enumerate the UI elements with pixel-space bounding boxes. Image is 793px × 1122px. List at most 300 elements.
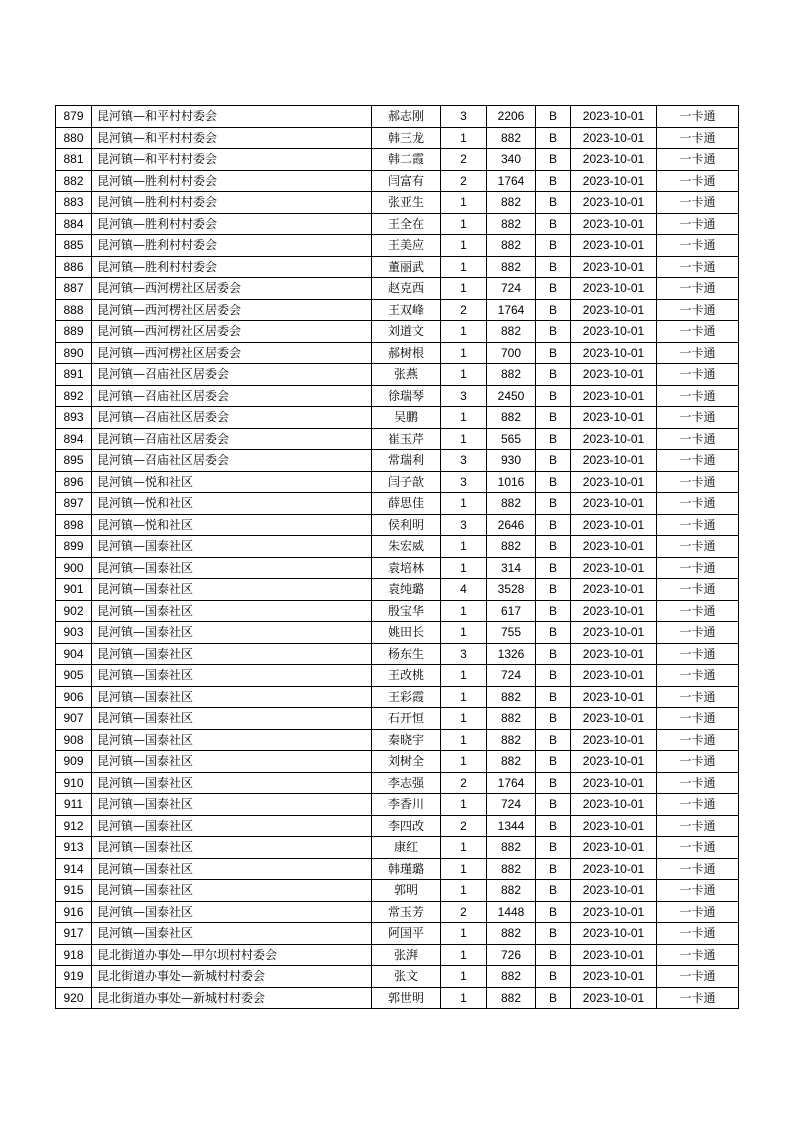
row-index-cell: 902 [56, 600, 92, 622]
amount-cell: 882 [487, 213, 536, 235]
person-name-cell: 张燕 [372, 364, 441, 386]
amount-cell: 882 [487, 321, 536, 343]
table-row [56, 944, 739, 966]
payment-method-cell: 一卡通 [657, 428, 739, 450]
date-cell: 2023-10-01 [571, 557, 657, 579]
date-cell: 2023-10-01 [571, 794, 657, 816]
row-index-cell: 893 [56, 407, 92, 429]
person-name-cell: 李志强 [372, 772, 441, 794]
category-cell: B [536, 944, 571, 966]
date-cell: 2023-10-01 [571, 643, 657, 665]
table-row [56, 428, 739, 450]
amount-cell: 1326 [487, 643, 536, 665]
person-name-cell: 李香川 [372, 794, 441, 816]
household-size-cell: 1 [441, 536, 487, 558]
table-row [56, 450, 739, 472]
table-row [56, 880, 739, 902]
payment-method-cell: 一卡通 [657, 385, 739, 407]
household-size-cell: 1 [441, 407, 487, 429]
amount-cell: 882 [487, 923, 536, 945]
person-name-cell: 杨东生 [372, 643, 441, 665]
row-index-cell: 912 [56, 815, 92, 837]
row-index-cell: 899 [56, 536, 92, 558]
household-size-cell: 3 [441, 643, 487, 665]
payment-method-cell: 一卡通 [657, 944, 739, 966]
amount-cell: 882 [487, 536, 536, 558]
table-row [56, 493, 739, 515]
category-cell: B [536, 794, 571, 816]
category-cell: B [536, 256, 571, 278]
amount-cell: 882 [487, 127, 536, 149]
row-index-cell: 885 [56, 235, 92, 257]
table-row [56, 299, 739, 321]
category-cell: B [536, 966, 571, 988]
person-name-cell: 徐瑞琴 [372, 385, 441, 407]
household-size-cell: 1 [441, 235, 487, 257]
row-index-cell: 892 [56, 385, 92, 407]
amount-cell: 882 [487, 493, 536, 515]
organization-cell: 昆河镇—召庙社区居委会 [92, 385, 372, 407]
amount-cell: 882 [487, 729, 536, 751]
table-row [56, 557, 739, 579]
table-body [56, 106, 739, 1009]
row-index-cell: 918 [56, 944, 92, 966]
category-cell: B [536, 837, 571, 859]
person-name-cell: 常玉芳 [372, 901, 441, 923]
organization-cell: 昆河镇—国泰社区 [92, 901, 372, 923]
amount-cell: 930 [487, 450, 536, 472]
payment-method-cell: 一卡通 [657, 966, 739, 988]
date-cell: 2023-10-01 [571, 342, 657, 364]
payment-method-cell: 一卡通 [657, 729, 739, 751]
person-name-cell: 殷宝华 [372, 600, 441, 622]
household-size-cell: 1 [441, 987, 487, 1009]
amount-cell: 3528 [487, 579, 536, 601]
table-row [56, 966, 739, 988]
table-row [56, 278, 739, 300]
category-cell: B [536, 622, 571, 644]
payment-method-cell: 一卡通 [657, 557, 739, 579]
person-name-cell: 郭世明 [372, 987, 441, 1009]
payment-method-cell: 一卡通 [657, 815, 739, 837]
row-index-cell: 913 [56, 837, 92, 859]
organization-cell: 昆河镇—国泰社区 [92, 686, 372, 708]
payment-method-cell: 一卡通 [657, 579, 739, 601]
date-cell: 2023-10-01 [571, 170, 657, 192]
row-index-cell: 889 [56, 321, 92, 343]
person-name-cell: 闫子歆 [372, 471, 441, 493]
table-row [56, 321, 739, 343]
payment-method-cell: 一卡通 [657, 299, 739, 321]
row-index-cell: 879 [56, 106, 92, 128]
table-row [56, 256, 739, 278]
organization-cell: 昆北街道办事处—新城村村委会 [92, 966, 372, 988]
row-index-cell: 911 [56, 794, 92, 816]
household-size-cell: 2 [441, 815, 487, 837]
person-name-cell: 闫富有 [372, 170, 441, 192]
person-name-cell: 郭明 [372, 880, 441, 902]
organization-cell: 昆河镇—悦和社区 [92, 514, 372, 536]
household-size-cell: 1 [441, 665, 487, 687]
table-row [56, 364, 739, 386]
household-size-cell: 1 [441, 858, 487, 880]
table-row [56, 729, 739, 751]
payment-method-cell: 一卡通 [657, 364, 739, 386]
payment-method-cell: 一卡通 [657, 278, 739, 300]
category-cell: B [536, 493, 571, 515]
person-name-cell: 韩三龙 [372, 127, 441, 149]
payment-method-cell: 一卡通 [657, 665, 739, 687]
row-index-cell: 917 [56, 923, 92, 945]
table-row [56, 106, 739, 128]
person-name-cell: 崔玉芹 [372, 428, 441, 450]
organization-cell: 昆河镇—和平村村委会 [92, 106, 372, 128]
payment-method-cell: 一卡通 [657, 256, 739, 278]
household-size-cell: 1 [441, 600, 487, 622]
household-size-cell: 3 [441, 471, 487, 493]
amount-cell: 724 [487, 794, 536, 816]
household-size-cell: 1 [441, 751, 487, 773]
organization-cell: 昆河镇—国泰社区 [92, 708, 372, 730]
category-cell: B [536, 858, 571, 880]
person-name-cell: 朱宏威 [372, 536, 441, 558]
organization-cell: 昆河镇—胜利村村委会 [92, 256, 372, 278]
organization-cell: 昆河镇—国泰社区 [92, 751, 372, 773]
table-row [56, 192, 739, 214]
household-size-cell: 1 [441, 493, 487, 515]
table-row [56, 665, 739, 687]
household-size-cell: 1 [441, 557, 487, 579]
household-size-cell: 2 [441, 772, 487, 794]
amount-cell: 882 [487, 987, 536, 1009]
table-row [56, 751, 739, 773]
person-name-cell: 袁纯璐 [372, 579, 441, 601]
category-cell: B [536, 278, 571, 300]
date-cell: 2023-10-01 [571, 987, 657, 1009]
organization-cell: 昆河镇—国泰社区 [92, 858, 372, 880]
household-size-cell: 1 [441, 880, 487, 902]
table-row [56, 149, 739, 171]
table-row [56, 514, 739, 536]
organization-cell: 昆河镇—召庙社区居委会 [92, 364, 372, 386]
amount-cell: 340 [487, 149, 536, 171]
relief-roster-table [55, 105, 739, 1009]
row-index-cell: 914 [56, 858, 92, 880]
amount-cell: 755 [487, 622, 536, 644]
payment-method-cell: 一卡通 [657, 342, 739, 364]
household-size-cell: 1 [441, 729, 487, 751]
category-cell: B [536, 321, 571, 343]
amount-cell: 1016 [487, 471, 536, 493]
date-cell: 2023-10-01 [571, 514, 657, 536]
person-name-cell: 韩二霞 [372, 149, 441, 171]
amount-cell: 565 [487, 428, 536, 450]
organization-cell: 昆河镇—召庙社区居委会 [92, 407, 372, 429]
person-name-cell: 刘树全 [372, 751, 441, 773]
date-cell: 2023-10-01 [571, 858, 657, 880]
payment-method-cell: 一卡通 [657, 751, 739, 773]
date-cell: 2023-10-01 [571, 450, 657, 472]
date-cell: 2023-10-01 [571, 127, 657, 149]
household-size-cell: 1 [441, 127, 487, 149]
table-row [56, 686, 739, 708]
person-name-cell: 王双峰 [372, 299, 441, 321]
category-cell: B [536, 557, 571, 579]
organization-cell: 昆河镇—胜利村村委会 [92, 192, 372, 214]
person-name-cell: 张亚生 [372, 192, 441, 214]
table-row [56, 579, 739, 601]
row-index-cell: 910 [56, 772, 92, 794]
date-cell: 2023-10-01 [571, 686, 657, 708]
payment-method-cell: 一卡通 [657, 837, 739, 859]
person-name-cell: 赵克西 [372, 278, 441, 300]
date-cell: 2023-10-01 [571, 385, 657, 407]
row-index-cell: 883 [56, 192, 92, 214]
household-size-cell: 1 [441, 794, 487, 816]
organization-cell: 昆北街道办事处—甲尔坝村村委会 [92, 944, 372, 966]
date-cell: 2023-10-01 [571, 428, 657, 450]
table-row [56, 342, 739, 364]
household-size-cell: 1 [441, 686, 487, 708]
payment-method-cell: 一卡通 [657, 149, 739, 171]
organization-cell: 昆河镇—召庙社区居委会 [92, 428, 372, 450]
payment-method-cell: 一卡通 [657, 450, 739, 472]
row-index-cell: 920 [56, 987, 92, 1009]
date-cell: 2023-10-01 [571, 751, 657, 773]
amount-cell: 882 [487, 686, 536, 708]
household-size-cell: 1 [441, 923, 487, 945]
organization-cell: 昆河镇—国泰社区 [92, 794, 372, 816]
date-cell: 2023-10-01 [571, 364, 657, 386]
amount-cell: 2450 [487, 385, 536, 407]
category-cell: B [536, 170, 571, 192]
organization-cell: 昆河镇—和平村村委会 [92, 149, 372, 171]
organization-cell: 昆河镇—胜利村村委会 [92, 235, 372, 257]
person-name-cell: 郝树根 [372, 342, 441, 364]
category-cell: B [536, 192, 571, 214]
payment-method-cell: 一卡通 [657, 213, 739, 235]
category-cell: B [536, 923, 571, 945]
person-name-cell: 姚田长 [372, 622, 441, 644]
person-name-cell: 常瑞利 [372, 450, 441, 472]
household-size-cell: 2 [441, 901, 487, 923]
person-name-cell: 康红 [372, 837, 441, 859]
row-index-cell: 905 [56, 665, 92, 687]
table-row [56, 170, 739, 192]
organization-cell: 昆河镇—国泰社区 [92, 837, 372, 859]
row-index-cell: 903 [56, 622, 92, 644]
row-index-cell: 907 [56, 708, 92, 730]
row-index-cell: 898 [56, 514, 92, 536]
category-cell: B [536, 643, 571, 665]
household-size-cell: 1 [441, 192, 487, 214]
person-name-cell: 秦晓宇 [372, 729, 441, 751]
organization-cell: 昆河镇—国泰社区 [92, 622, 372, 644]
table-row [56, 600, 739, 622]
amount-cell: 882 [487, 364, 536, 386]
amount-cell: 882 [487, 192, 536, 214]
table-row [56, 772, 739, 794]
household-size-cell: 2 [441, 299, 487, 321]
amount-cell: 882 [487, 407, 536, 429]
table-row [56, 385, 739, 407]
organization-cell: 昆河镇—召庙社区居委会 [92, 450, 372, 472]
row-index-cell: 904 [56, 643, 92, 665]
payment-method-cell: 一卡通 [657, 235, 739, 257]
person-name-cell: 吴鹏 [372, 407, 441, 429]
organization-cell: 昆河镇—胜利村村委会 [92, 213, 372, 235]
category-cell: B [536, 665, 571, 687]
category-cell: B [536, 407, 571, 429]
payment-method-cell: 一卡通 [657, 536, 739, 558]
date-cell: 2023-10-01 [571, 192, 657, 214]
row-index-cell: 890 [56, 342, 92, 364]
date-cell: 2023-10-01 [571, 536, 657, 558]
payment-method-cell: 一卡通 [657, 514, 739, 536]
person-name-cell: 李四改 [372, 815, 441, 837]
amount-cell: 314 [487, 557, 536, 579]
organization-cell: 昆河镇—胜利村村委会 [92, 170, 372, 192]
household-size-cell: 1 [441, 278, 487, 300]
date-cell: 2023-10-01 [571, 299, 657, 321]
date-cell: 2023-10-01 [571, 471, 657, 493]
table-row [56, 235, 739, 257]
amount-cell: 1764 [487, 772, 536, 794]
payment-method-cell: 一卡通 [657, 471, 739, 493]
date-cell: 2023-10-01 [571, 966, 657, 988]
table-row [56, 815, 739, 837]
amount-cell: 882 [487, 880, 536, 902]
person-name-cell: 张湃 [372, 944, 441, 966]
amount-cell: 882 [487, 837, 536, 859]
payment-method-cell: 一卡通 [657, 493, 739, 515]
category-cell: B [536, 536, 571, 558]
amount-cell: 700 [487, 342, 536, 364]
table-row [56, 213, 739, 235]
date-cell: 2023-10-01 [571, 944, 657, 966]
date-cell: 2023-10-01 [571, 665, 657, 687]
table-row [56, 407, 739, 429]
date-cell: 2023-10-01 [571, 901, 657, 923]
category-cell: B [536, 385, 571, 407]
person-name-cell: 阿国平 [372, 923, 441, 945]
row-index-cell: 881 [56, 149, 92, 171]
table-row [56, 987, 739, 1009]
date-cell: 2023-10-01 [571, 579, 657, 601]
table-row [56, 643, 739, 665]
category-cell: B [536, 600, 571, 622]
amount-cell: 1448 [487, 901, 536, 923]
amount-cell: 617 [487, 600, 536, 622]
row-index-cell: 894 [56, 428, 92, 450]
date-cell: 2023-10-01 [571, 106, 657, 128]
person-name-cell: 王彩霞 [372, 686, 441, 708]
household-size-cell: 1 [441, 321, 487, 343]
category-cell: B [536, 235, 571, 257]
payment-method-cell: 一卡通 [657, 987, 739, 1009]
household-size-cell: 1 [441, 342, 487, 364]
payment-method-cell: 一卡通 [657, 708, 739, 730]
person-name-cell: 袁培林 [372, 557, 441, 579]
organization-cell: 昆河镇—国泰社区 [92, 557, 372, 579]
person-name-cell: 王美应 [372, 235, 441, 257]
table-row [56, 622, 739, 644]
organization-cell: 昆河镇—国泰社区 [92, 600, 372, 622]
organization-cell: 昆河镇—国泰社区 [92, 772, 372, 794]
household-size-cell: 3 [441, 106, 487, 128]
organization-cell: 昆河镇—国泰社区 [92, 923, 372, 945]
table-row [56, 901, 739, 923]
organization-cell: 昆河镇—国泰社区 [92, 665, 372, 687]
payment-method-cell: 一卡通 [657, 407, 739, 429]
payment-method-cell: 一卡通 [657, 106, 739, 128]
date-cell: 2023-10-01 [571, 815, 657, 837]
row-index-cell: 919 [56, 966, 92, 988]
row-index-cell: 896 [56, 471, 92, 493]
row-index-cell: 886 [56, 256, 92, 278]
organization-cell: 昆河镇—和平村村委会 [92, 127, 372, 149]
payment-method-cell: 一卡通 [657, 923, 739, 945]
date-cell: 2023-10-01 [571, 407, 657, 429]
organization-cell: 昆河镇—国泰社区 [92, 643, 372, 665]
date-cell: 2023-10-01 [571, 600, 657, 622]
payment-method-cell: 一卡通 [657, 643, 739, 665]
table-row [56, 471, 739, 493]
person-name-cell: 张文 [372, 966, 441, 988]
category-cell: B [536, 299, 571, 321]
category-cell: B [536, 471, 571, 493]
amount-cell: 726 [487, 944, 536, 966]
row-index-cell: 888 [56, 299, 92, 321]
person-name-cell: 王改桃 [372, 665, 441, 687]
row-index-cell: 887 [56, 278, 92, 300]
amount-cell: 1764 [487, 299, 536, 321]
person-name-cell: 石开恒 [372, 708, 441, 730]
category-cell: B [536, 450, 571, 472]
category-cell: B [536, 729, 571, 751]
date-cell: 2023-10-01 [571, 622, 657, 644]
household-size-cell: 1 [441, 708, 487, 730]
household-size-cell: 1 [441, 837, 487, 859]
date-cell: 2023-10-01 [571, 708, 657, 730]
date-cell: 2023-10-01 [571, 321, 657, 343]
row-index-cell: 908 [56, 729, 92, 751]
payment-method-cell: 一卡通 [657, 622, 739, 644]
household-size-cell: 4 [441, 579, 487, 601]
payment-method-cell: 一卡通 [657, 880, 739, 902]
person-name-cell: 郝志刚 [372, 106, 441, 128]
payment-method-cell: 一卡通 [657, 794, 739, 816]
table-row [56, 923, 739, 945]
person-name-cell: 韩瑾璐 [372, 858, 441, 880]
amount-cell: 882 [487, 256, 536, 278]
amount-cell: 724 [487, 278, 536, 300]
category-cell: B [536, 342, 571, 364]
amount-cell: 882 [487, 966, 536, 988]
category-cell: B [536, 686, 571, 708]
date-cell: 2023-10-01 [571, 923, 657, 945]
organization-cell: 昆河镇—西河楞社区居委会 [92, 299, 372, 321]
table-row [56, 536, 739, 558]
row-index-cell: 897 [56, 493, 92, 515]
organization-cell: 昆河镇—国泰社区 [92, 815, 372, 837]
date-cell: 2023-10-01 [571, 149, 657, 171]
category-cell: B [536, 708, 571, 730]
payment-method-cell: 一卡通 [657, 321, 739, 343]
category-cell: B [536, 514, 571, 536]
category-cell: B [536, 213, 571, 235]
table-row [56, 794, 739, 816]
